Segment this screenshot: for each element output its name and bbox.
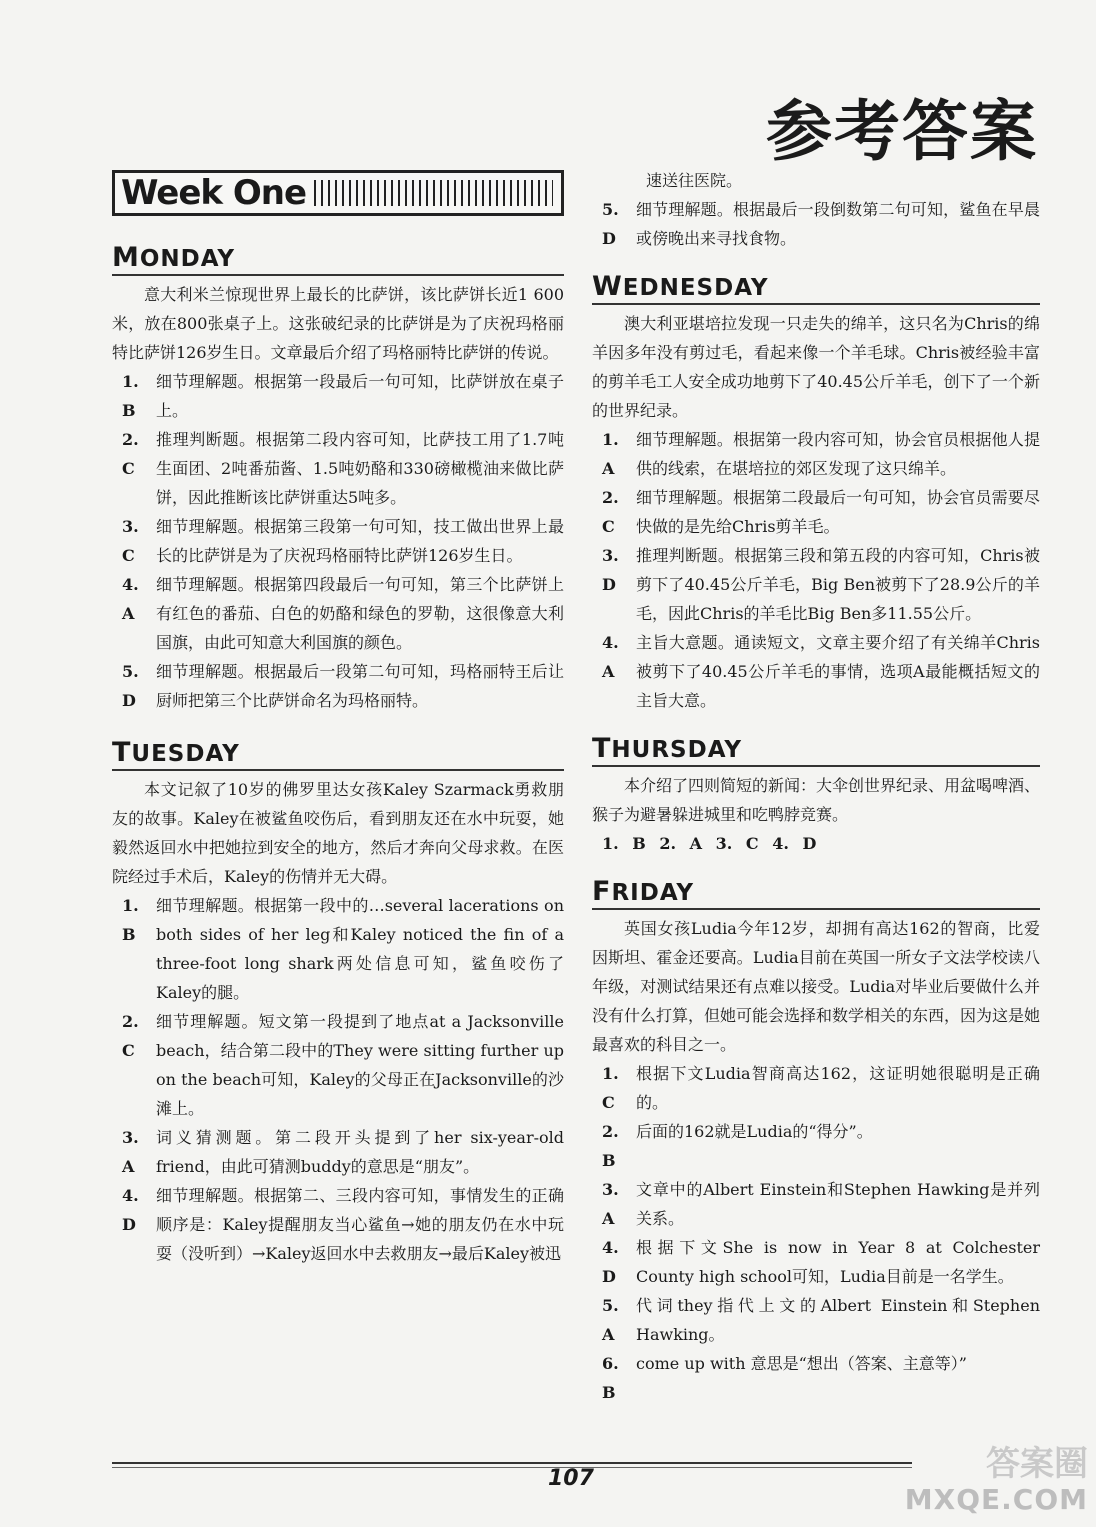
week-banner-stripes xyxy=(314,180,553,206)
tuesday-answers-continued xyxy=(592,195,1040,253)
answer-item: 2. C 推理判断题。根据第二段内容可知，比萨技工用了1.7吨生面团、2吨番茄酱、1.5吨奶酪和330磅橄榄油来做比萨饼，因此推断该比萨饼重达5吨多。 xyxy=(122,430,564,507)
answer-item: 1. B 细节理解题。根据第一段最后一句可知，比萨饼放在桌子上。 xyxy=(122,372,564,420)
answer-item: 4. A 细节理解题。根据第四段最后一句可知，第三个比萨饼上有红色的番茄、白色的奶酪和绿色的罗勒，这很像意大利国旗，由此可知意大利国旗的颜色。 xyxy=(122,575,564,652)
friday-answers xyxy=(592,1059,1040,1407)
answer-item: 4. A 主旨大意题。通读短文，文章主要介绍了有关绵羊Chris被剪下了40.45公斤羊毛的事情，选项A最能概括短文的主旨大意。 xyxy=(602,633,1040,710)
footer-rule-thin xyxy=(112,1467,912,1468)
tuesday-answers xyxy=(112,891,564,1268)
answer-item: 2. C 细节理解题。根据第二段最后一句可知，协会官员需要尽快做的是先给Chris剪羊毛。 xyxy=(602,488,1040,536)
week-banner xyxy=(112,170,564,216)
page-title: 参考答案 xyxy=(766,92,1038,170)
week-label: Week One xyxy=(121,173,307,213)
answer-item: 5. D 细节理解题。根据最后一段倒数第二句可知，鲨鱼在早晨或傍晚出来寻找食物。 xyxy=(602,200,1040,248)
answer-item: 3. A 词义猜测题。第二段开头提到了her six-year-old friend，由此可猜测buddy的意思是“朋友”。 xyxy=(122,1128,564,1176)
answer-item: 4. D 细节理解题。根据第二、三段内容可知，事情发生的正确顺序是：Kaley提醒朋友当心鲨鱼→她的朋友仍在水中玩耍（没听到）→Kaley返回水中去救朋友→最后Kaley被迅 xyxy=(122,1186,564,1263)
answer-item: 3. C 细节理解题。根据第三段第一句可知，技工做出世界上最长的比萨饼是为了庆祝玛格丽特比萨饼126岁生日。 xyxy=(122,517,564,565)
answer-item: 2. C 细节理解题。短文第一段提到了地点at a Jacksonville beach，结合第二段中的They were sitting further up on the beach可知，Kaley的父母正在Jacksonville的沙滩上。 xyxy=(122,1012,564,1118)
answer-item: 1. B 细节理解题。根据第一段中的…several lacerations on both sides of her leg和Kaley noticed the fin of a three-foot long shark两处信息可知，鲨鱼咬伤了Kaley的腿。 xyxy=(122,896,564,1002)
tuesday-summary: 本文记叙了10岁的佛罗里达女孩Kaley Szarmack勇救朋友的故事。Kaley在被鲨鱼咬伤后，看到朋友还在水中玩耍，她毅然返回水中把她拉到安全的地方，然后才奔向父母求救。在医院经过手术后，Kaley的伤情并无大碍。 xyxy=(112,780,564,886)
answer-item: 5. A 代词they指代上文的Albert Einstein和Stephen Hawking。 xyxy=(602,1296,1040,1344)
wednesday-answers xyxy=(592,425,1040,715)
answer-item: 2. B 后面的162就是Ludia的“得分”。 xyxy=(602,1122,873,1170)
answer-item: 1. C 根据下文Ludia智商高达162，这证明她很聪明是正确的。 xyxy=(602,1064,1040,1112)
right-column xyxy=(592,166,1040,1407)
watermark-logo: 答案圈 MXQE.COM xyxy=(904,1444,1088,1516)
page-number: 107 xyxy=(548,1466,594,1491)
thursday-answers: 1. B 2. A 3. C 4. D xyxy=(602,834,817,853)
answer-item: 5. D 细节理解题。根据最后一段第二句可知，玛格丽特王后让厨师把第三个比萨饼命名为玛格丽特。 xyxy=(122,662,564,710)
answer-item: 3. D 推理判断题。根据第三段和第五段的内容可知，Chris被剪下了40.45公斤羊毛，Big Ben被剪下了28.9公斤的羊毛，因此Chris的羊毛比Big Ben多11.55公斤。 xyxy=(602,546,1040,623)
tuesday-continuation: 速送往医院。 xyxy=(646,171,743,190)
monday-heading: MONDAY xyxy=(112,242,564,276)
thursday-heading: THURSDAY xyxy=(592,733,1040,767)
answer-item: 3. A 文章中的Albert Einstein和Stephen Hawking是并列关系。 xyxy=(602,1180,1040,1228)
wednesday-summary: 澳大利亚堪培拉发现一只走失的绵羊，这只名为Chris的绵羊因多年没有剪过毛，看起来像一个羊毛球。Chris被经验丰富的剪羊毛工人安全成功地剪下了40.45公斤羊毛，创下了一个新的世界纪录。 xyxy=(592,314,1040,420)
thursday-summary: 本介绍了四则简短的新闻：大伞创世界纪录、用盆喝啤酒、猴子为避暑躲进城里和吃鸭脖竞赛。 xyxy=(592,776,1041,824)
left-column xyxy=(112,170,564,1268)
friday-summary: 英国女孩Ludia今年12岁，却拥有高达162的智商，比爱因斯坦、霍金还要高。Ludia目前在英国一所女子文法学校读八年级，对测试结果还有点难以接受。Ludia对毕业后要做什么并没有什么打算，但她可能会选择和数学相关的东西，因为这是她最喜欢的科目之一。 xyxy=(592,919,1041,1054)
answer-item: 4. D 根据下文She is now in Year 8 at Colchester County high school可知，Ludia目前是一名学生。 xyxy=(602,1238,1040,1286)
monday-summary: 意大利米兰惊现世界上最长的比萨饼，该比萨饼长近1 600米，放在800张桌子上。这张破纪录的比萨饼是为了庆祝玛格丽特比萨饼126岁生日。文章最后介绍了玛格丽特比萨饼的传说。 xyxy=(112,285,564,362)
answer-item: 6. B come up with 意思是“想出（答案、主意等）” xyxy=(602,1354,967,1402)
wednesday-heading: WEDNESDAY xyxy=(592,271,1040,305)
footer-rule xyxy=(112,1462,912,1464)
tuesday-heading: TUESDAY xyxy=(112,737,564,771)
monday-answers xyxy=(112,367,564,715)
answer-item: 1. A 细节理解题。根据第一段内容可知，协会官员根据他人提供的线索，在堪培拉的郊区发现了这只绵羊。 xyxy=(602,430,1040,478)
friday-heading: FRIDAY xyxy=(592,876,1040,910)
